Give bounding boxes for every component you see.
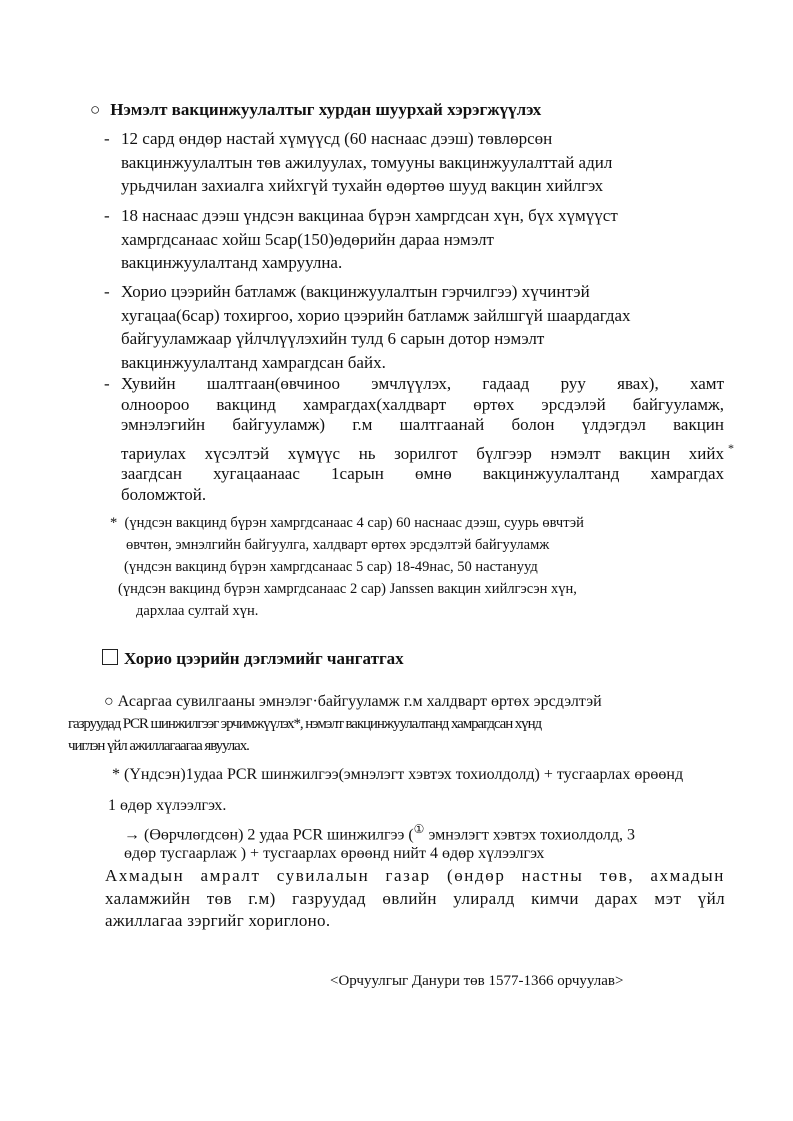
footnote-line: (үндсэн вакцинд бүрэн хамргдсанаас 5 сар) 18-49нас, 50 настанууд <box>124 559 538 575</box>
heading-text: Нэмэлт вакцинжуулалтыг хурдан шуурхай хэрэгжүүлэх <box>110 100 542 119</box>
heading-text: Хорио цээрийн дэглэмийг чангатгах <box>124 649 404 668</box>
item-line: эмнэлэгийн байгууламж) г.м шалтгаанай болон үлдэгдэл вакцин <box>121 415 724 434</box>
item-line: заагдсан хугацаанаас 1сарын өмнө вакцинжуулалтанд хамрагдах <box>121 464 724 483</box>
item-line: хамргдсанаас хойш 5сар(150)өдөрийн дараа нэмэлт <box>121 229 494 249</box>
item-line: 12 сард өндөр настай хүмүүсд (60 наснаас дээш) төвлөрсөн <box>121 129 553 148</box>
checkbox-square-icon <box>102 649 118 665</box>
footnote-line: өвчтөн, эмнэлгийн байгуулга, халдварт өртөх эрсдэлтэй байгууламж <box>126 537 550 553</box>
footnote-line: (үндсэн вакцинд бүрэн хамргдсанаас 2 сар) Janssen вакцин хийлгэсэн хүн, <box>118 581 577 597</box>
asterisk-mark: * <box>728 440 734 455</box>
item-line: байгууламжаар үйлчлүүлэхийн тулд 6 сарын дотор нэмэлт <box>121 329 545 348</box>
item-line: тариулах хүсэлтэй хүмүүс нь зорилгот бүлгээр нэмэлт вакцин хийх * <box>121 444 724 465</box>
footnote-line: дархлаа султай хүн. <box>136 603 259 619</box>
item-line: боломжтой. <box>121 484 207 504</box>
circled-one-icon: ① <box>413 822 425 836</box>
arrow-line: өдөр тусгаарлаж ) + тусгаарлах өрөөнд нийт 4 өдөр хүлээлгэх <box>124 845 545 862</box>
paragraph-line: халамжийн төв г.м) газруудад өвлийн улиралд кимчи дарах мэт үйл <box>105 888 725 908</box>
list-item <box>104 204 724 275</box>
dash-bullet: - <box>104 374 110 393</box>
note-line: 1 өдөр хүлээлгэх. <box>108 797 227 814</box>
paragraph-line: газруудад PCR шинжилгээг эрчимжүүлэх*, нэмэлт вакцинжуулалтанд хамрагдсан хүнд <box>68 716 542 732</box>
section-heading <box>90 100 541 120</box>
item-line: хугацаа(6сар) тохиргоо, хорио цээрийн батламж зайлшгүй шаардагдах <box>121 305 631 325</box>
translator-credit: <Орчуулгыг Данури төв 1577-1366 орчуулав> <box>330 973 624 989</box>
paragraph-line: Ахмадын амралт сувилалын газар (өндөр настны төв, ахмадын <box>105 866 725 885</box>
list-item <box>104 127 724 198</box>
list-item <box>104 374 734 505</box>
item-line: 18 наснаас дээш үндсэн вакцинаа бүрэн хамргдсан хүн, бүх хүмүүст <box>121 206 618 225</box>
dash-bullet: - <box>104 206 110 225</box>
arrow-line: → (Өөрчлөгдсөн) 2 удаа PCR шинжилгээ (① эмнэлэгт хэвтэх тохиолдолд, 3 <box>124 822 636 844</box>
note-line: * (Үндсэн)1удаа PCR шинжилгээ(эмнэлэгт хэвтэх тохиолдолд) + тусгаарлах өрөөнд <box>112 766 684 783</box>
dash-bullet: - <box>104 129 110 148</box>
footnote <box>110 512 710 622</box>
item-line: Хорио цээрийн батламж (вакцинжуулалтын гэрчилгээ) хүчинтэй <box>121 282 590 301</box>
item-line: вакцинжуулалтанд хамруулна. <box>121 253 343 272</box>
footnote-line: * (үндсэн вакцинд бүрэн хамргдсанаас 4 сар) 60 наснаас дээш, суурь өвчтэй <box>110 515 584 531</box>
section-heading <box>102 649 404 669</box>
paragraph-line: ажиллагаа зэргийг хориглоно. <box>105 911 331 930</box>
dash-bullet: - <box>104 282 110 301</box>
item-line: вакцинжуулалтын төв ажилуулах, томууны вакцинжуулалттай адил <box>121 152 613 172</box>
item-line: вакцинжуулалтанд хамрагдсан байх. <box>121 352 386 372</box>
circle-bullet: ○ <box>90 100 101 119</box>
paragraph-line: чиглэн үйл ажиллагаагаа явуулах. <box>68 738 249 754</box>
item-line: Хувийн шалтгаан(өвчиноо эмчлүүлэх, гадаад руу явах), хамт <box>121 374 724 393</box>
paragraph-line: ○ Асаргаа сувилгааны эмнэлэг·байгууламж г.м халдварт өртөх эрсдэлтэй <box>104 693 602 710</box>
list-item <box>104 280 724 374</box>
item-line: урьдчилан захиалга хийхгүй тухайн өдөртөө шууд вакцин хийлгэх <box>121 176 604 195</box>
paragraph <box>105 865 725 933</box>
item-line: олноороо вакцинд хамрагдах(халдварт өртөх эрсдэлэй байгууламж, <box>121 394 724 414</box>
